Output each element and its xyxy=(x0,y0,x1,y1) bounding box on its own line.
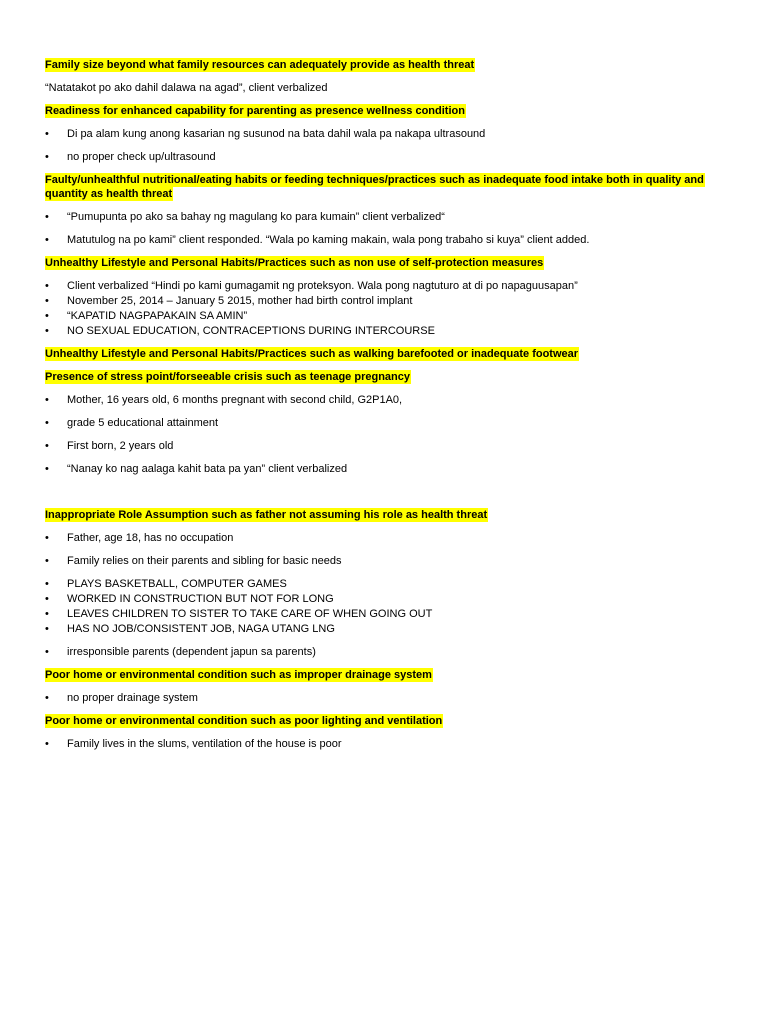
list-item: • no proper drainage system xyxy=(45,692,198,704)
list-item: • First born, 2 years old xyxy=(45,440,174,452)
bullet-icon: • xyxy=(45,440,49,452)
client-quote: “Natatakot po ako dahil dalawa na agad”, client verbalized xyxy=(45,82,328,94)
bullet-icon: • xyxy=(45,417,49,429)
section-heading: Presence of stress point/forseeable crisis such as teenage pregnancy xyxy=(45,371,410,383)
section-heading: Unhealthy Lifestyle and Personal Habits/Practices such as walking barefooted or inadequate footwear xyxy=(45,348,579,360)
bullet-icon: • xyxy=(45,280,49,292)
bullet-icon: • xyxy=(45,578,49,590)
list-item: • “KAPATID NAGPAPAKAIN SA AMIN” xyxy=(45,310,248,322)
list-item: • irresponsible parents (dependent japun sa parents) xyxy=(45,646,316,658)
list-item: • no proper check up/ultrasound xyxy=(45,151,216,163)
bullet-icon: • xyxy=(45,325,49,337)
bullet-list xyxy=(45,691,725,705)
section-heading: Poor home or environmental condition such as poor lighting and ventilation xyxy=(45,715,443,727)
section-heading: Poor home or environmental condition such as improper drainage system xyxy=(45,669,432,681)
bullet-list xyxy=(45,577,725,636)
list-item: • HAS NO JOB/CONSISTENT JOB, NAGA UTANG LNG xyxy=(45,623,335,635)
bullet-icon: • xyxy=(45,234,49,246)
bullet-icon: • xyxy=(45,738,49,750)
section-heading: Readiness for enhanced capability for parenting as presence wellness condition xyxy=(45,105,465,117)
bullet-icon: • xyxy=(45,295,49,307)
list-item: • Mother, 16 years old, 6 months pregnant with second child, G2P1A0, xyxy=(45,394,403,406)
document-page xyxy=(45,58,725,760)
bullet-list xyxy=(45,127,725,164)
bullet-icon: • xyxy=(45,555,49,567)
list-item: • grade 5 educational attainment xyxy=(45,417,219,429)
list-item: • Client verbalized “Hindi po kami gumagamit ng proteksyon. Wala pong nagtuturo at di po napaguusapan” xyxy=(45,280,578,292)
section-heading: Inappropriate Role Assumption such as father not assuming his role as health threat xyxy=(45,509,488,521)
bullet-icon: • xyxy=(45,211,49,223)
bullet-icon: • xyxy=(45,646,49,658)
bullet-icon: • xyxy=(45,463,49,475)
section-heading: Faulty/unhealthful nutritional/eating habits or feeding techniques/practices such as inadequate food intake both in quality and quantity as health threat xyxy=(45,174,704,200)
bullet-icon: • xyxy=(45,151,49,163)
spacer xyxy=(45,485,725,508)
bullet-icon: • xyxy=(45,623,49,635)
bullet-list xyxy=(45,393,725,476)
bullet-icon: • xyxy=(45,394,49,406)
bullet-icon: • xyxy=(45,532,49,544)
section-heading: Unhealthy Lifestyle and Personal Habits/Practices such as non use of self-protection measures xyxy=(45,257,544,269)
list-item: • “Nanay ko nag aalaga kahit bata pa yan” client verbalized xyxy=(45,463,348,475)
bullet-list xyxy=(45,210,725,247)
bullet-icon: • xyxy=(45,128,49,140)
section-heading: Family size beyond what family resources can adequately provide as health threat xyxy=(45,59,475,71)
list-item: • LEAVES CHILDREN TO SISTER TO TAKE CARE OF WHEN GOING OUT xyxy=(45,608,433,620)
bullet-list xyxy=(45,531,725,568)
list-item: • WORKED IN CONSTRUCTION BUT NOT FOR LONG xyxy=(45,593,334,605)
bullet-icon: • xyxy=(45,608,49,620)
list-item: • Matutulog na po kami” client responded. “Wala po kaming makain, wala pong trabaho si kuya” client added. xyxy=(45,234,590,246)
list-item: • Father, age 18, has no occupation xyxy=(45,532,234,544)
list-item: • Di pa alam kung anong kasarian ng susunod na bata dahil wala pa nakapa ultrasound xyxy=(45,128,486,140)
bullet-list xyxy=(45,279,725,338)
bullet-icon: • xyxy=(45,692,49,704)
list-item: • NO SEXUAL EDUCATION, CONTRACEPTIONS DURING INTERCOURSE xyxy=(45,325,435,337)
bullet-icon: • xyxy=(45,310,49,322)
list-item: • Family lives in the slums, ventilation of the house is poor xyxy=(45,738,342,750)
bullet-list xyxy=(45,737,725,751)
list-item: • PLAYS BASKETBALL, COMPUTER GAMES xyxy=(45,578,287,590)
bullet-icon: • xyxy=(45,593,49,605)
bullet-list xyxy=(45,645,725,659)
list-item: • Family relies on their parents and sibling for basic needs xyxy=(45,555,342,567)
list-item: • November 25, 2014 – January 5 2015, mother had birth control implant xyxy=(45,295,413,307)
list-item: • “Pumupunta po ako sa bahay ng magulang ko para kumain” client verbalized“ xyxy=(45,211,445,223)
